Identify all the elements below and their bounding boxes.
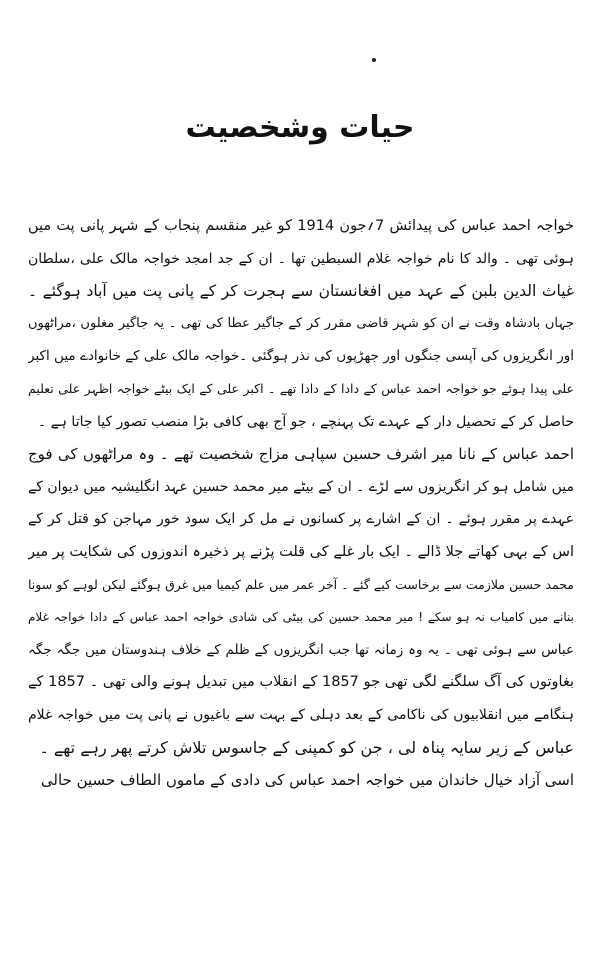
ink-dot (372, 58, 376, 62)
text-line: اس کے بہی کھاتے جلا ڈالے ۔ ایک بار غلے کی قلت پڑنے پر ذخیرہ اندوزوں کی شکایت پر میر (28, 543, 574, 560)
text-line: اور انگریزوں کی آپسی جنگوں اور جھڑپوں کی نذر ہوگئی ۔خواجہ مالک علی کے خانوادے میں اکبر (28, 348, 574, 365)
text-line: عباس سے ہوئی تھی ۔ یہ وہ زمانہ تھا جب انگریزوں کے ظلم کے خلاف ہندوستان میں جگہ جگہ (28, 641, 574, 658)
text-line: عباس کے زیر سایہ پناہ لی ، جن کو کمپنی کے جاسوس تلاش کرتے پھر رہے تھے ۔ (39, 737, 574, 757)
text-line: عہدے پر مقرر ہوئے ۔ ان کے اشارے پر کسانوں نے مل کر ایک سود خور مہاجن کو قتل کر کے (28, 511, 574, 528)
text-line: جہاں بادشاہ وقت نے ان کو شہر قاضی مقرر کر کے جاگیر عطا کی تھی ۔ یہ جاگیر مغلوں ،مراٹھوں (28, 315, 574, 331)
text-line: بغاوتوں کی آگ سلگنے لگی تھی جو 1857 کے انقلاب میں تبدیل ہونے والی تھی ۔ 1857 کے (28, 674, 574, 691)
text-line: میں شامل ہو کر انگریزوں سے لڑے ۔ ان کے بیٹے میر محمد حسین عہد انگلیشیہ میں دیوان کے (28, 478, 574, 495)
text-line: خواجہ احمد عباس کی پیدائش 7؍جون 1914 کو غیر منقسم پنجاب کے شہر پانی پت میں (28, 218, 574, 234)
text-line: محمد حسین ملازمت سے برخاست کیے گئے ۔ آخر عمر میں علم کیمیا میں غرق ہوگئے لیکن لوہے کو سونا (28, 576, 574, 592)
text-line: بنانے میں کامیاب نہ ہو سکے ! میر محمد حسین کی بیٹی کی شادی خواجہ احمد عباس کے دادا خواجہ غلام (28, 610, 574, 625)
text-line: احمد عباس کے نانا میر اشرف حسین سپاہی مزاج شخصیت تھے ۔ وہ مراٹھوں کی فوج (28, 445, 574, 464)
text-line: غیاث الدین بلبن کے عہد میں افغانستان سے ہجرت کر کے پانی پت میں آباد ہوگئے ۔ (28, 282, 574, 301)
text-line: ہوئی تھی ۔ والد کا نام خواجہ غلام السبطین تھا ۔ ان کے جد امجد خواجہ مالک علی ،سلطان (28, 250, 574, 267)
text-line: حاصل کر کے تحصیل دار کے عہدے تک پہنچے ، جو آج بھی کافی بڑا منصب تصور کیا جاتا ہے ۔ (37, 413, 574, 430)
text-line: اسی آزاد خیال خاندان میں خواجہ احمد عباس کی دادی کے ماموں الطاف حسین حالی (40, 771, 574, 790)
page-title: حیات وشخصیت (185, 110, 415, 145)
body-text (28, 210, 574, 797)
text-line: علی پیدا ہوئے جو خواجہ احمد عباس کے دادا کے دادا تھے ۔ اکبر علی کے ایک بیٹے خواجہ اظہر علی تعلیم (28, 380, 574, 396)
text-line: ہنگامے میں انقلابیوں کی ناکامی کے بعد دہلی کے بہت سے باغیوں نے پانی پت میں خواجہ غلام (28, 706, 574, 723)
